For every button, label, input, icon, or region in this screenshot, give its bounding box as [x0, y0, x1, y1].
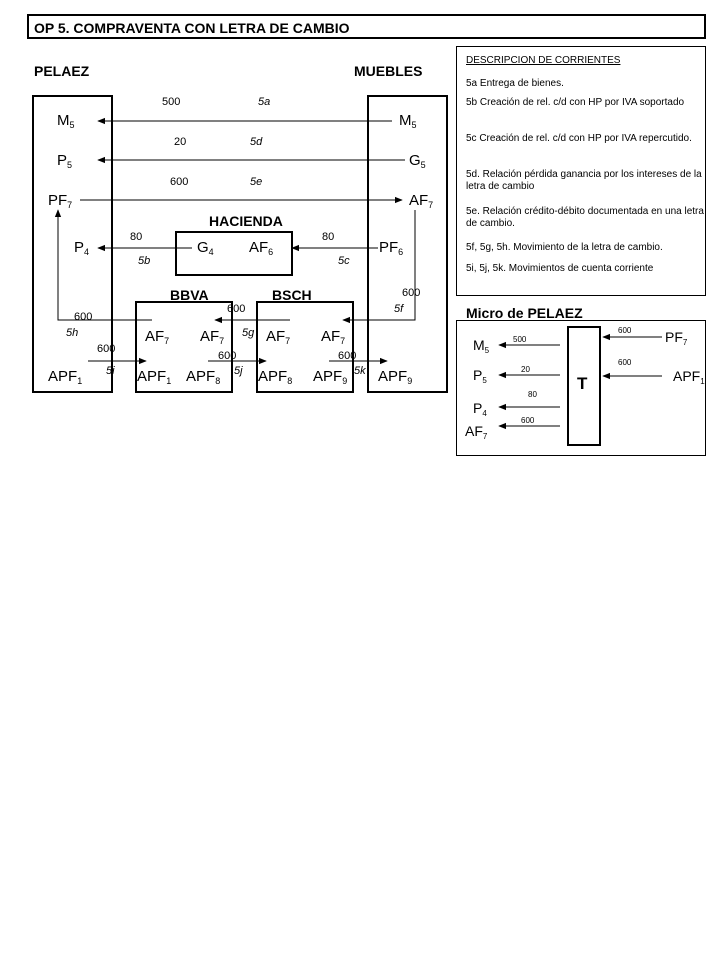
flow-5j-code: 5j: [234, 365, 243, 377]
description-item: 5i, 5j, 5k. Movimientos de cuenta corriente: [466, 263, 654, 274]
hacienda-label: HACIENDA: [209, 213, 283, 229]
bsch-apf8: $APF_8$: [258, 368, 293, 386]
micro-left-p5-amount: 20: [521, 365, 530, 374]
micro-right-pf7-amount: 600: [618, 326, 632, 335]
micro-left-af7: $AF_7$: [465, 423, 488, 441]
bbva-apf1: $APF_1$: [137, 368, 172, 386]
micro-left-m5-amount: 500: [513, 335, 527, 344]
bbva-af7-left: $AF_7$: [145, 328, 170, 346]
micro-left-p4-amount: 80: [528, 390, 537, 399]
flow-5j-amount: 600: [218, 350, 237, 362]
description-item: 5e. Relación crédito-débito documentada en una letra de cambio.: [466, 206, 704, 229]
flow-5e-code: 5e: [250, 176, 263, 188]
description-item: 5d. Relación pérdida ganancia por los intereses de la letra de cambio: [466, 169, 702, 192]
flow-5b-amount: 80: [130, 231, 143, 243]
micro-title: Micro de PELAEZ: [466, 305, 583, 321]
muebles-af7: $AF_7$: [409, 192, 434, 210]
flow-5i-amount: 600: [97, 343, 116, 355]
hacienda-af6: $AF_6$: [249, 239, 274, 257]
bsch-af7-right: $AF_7$: [321, 328, 346, 346]
flow-5i-code: 5i: [106, 365, 115, 377]
flow-5b-code: 5b: [138, 255, 151, 267]
micro-left-af7-amount: 600: [521, 416, 535, 425]
micro-right-apf1-amount: 600: [618, 358, 632, 367]
muebles-m5: $M_5$: [399, 112, 417, 130]
flow-5h-code: 5h: [66, 327, 79, 339]
flow-5d-amount: 20: [174, 136, 187, 148]
flow-5c-amount: 80: [322, 231, 335, 243]
flow-5g-amount: 600: [227, 303, 246, 315]
bbva-label: BBVA: [170, 287, 209, 303]
description-item: 5b Creación de rel. c/d con HP por IVA soportado: [466, 97, 685, 108]
pelaez-m5: $M_5$: [57, 112, 75, 130]
flow-5c-code: 5c: [338, 255, 350, 267]
flow-5f-code: 5f: [394, 303, 404, 315]
bsch-af7-left: $AF_7$: [266, 328, 291, 346]
flow-5d-code: 5d: [250, 136, 263, 148]
micro-left-m5: $M_5$: [473, 337, 490, 355]
muebles-apf9: $APF_9$: [378, 368, 413, 386]
micro-left-p4: $P_4$: [473, 400, 487, 418]
micro-left-p5: $P_5$: [473, 367, 487, 385]
flow-5k-amount: 600: [338, 350, 357, 362]
flow-5a-code: 5a: [258, 96, 271, 108]
pelaez-pf7: $PF_7$: [48, 192, 73, 210]
micro-right-apf1: $APF_1$: [673, 368, 705, 386]
page-title: OP 5. COMPRAVENTA CON LETRA DE CAMBIO: [34, 20, 350, 36]
pelaez-p4: $P_4$: [74, 239, 90, 257]
flow-5g-code: 5g: [242, 327, 255, 339]
micro-right-pf7: $PF_7$: [665, 329, 688, 347]
muebles-pf6: $PF_6$: [379, 239, 404, 257]
flow-5e-amount: 600: [170, 176, 189, 188]
description-item: 5a Entrega de bienes.: [466, 78, 564, 89]
muebles-g5: $G_5$: [409, 152, 426, 170]
micro-t-label: T: [577, 374, 588, 393]
description-item: 5f, 5g, 5h. Movimiento de la letra de cambio.: [466, 242, 663, 253]
flow-5k-code: 5k: [354, 365, 366, 377]
bbva-apf8: $APF_8$: [186, 368, 221, 386]
pelaez-apf1: $APF_1$: [48, 368, 83, 386]
bbva-af7-right: $AF_7$: [200, 328, 225, 346]
bsch-label: BSCH: [272, 287, 312, 303]
bsch-apf9: $APF_9$: [313, 368, 348, 386]
hacienda-g4: $G_4$: [197, 239, 214, 257]
flow-5h-amount: 600: [74, 311, 93, 323]
pelaez-p5: $P_5$: [57, 152, 73, 170]
description-title: DESCRIPCION DE CORRIENTES: [466, 55, 621, 66]
flow-5a-amount: 500: [162, 96, 181, 108]
pelaez-label: PELAEZ: [34, 63, 90, 79]
description-item: 5c Creación de rel. c/d con HP por IVA repercutido.: [466, 133, 692, 144]
muebles-label: MUEBLES: [354, 63, 423, 79]
flow-5f-amount: 600: [402, 287, 421, 299]
